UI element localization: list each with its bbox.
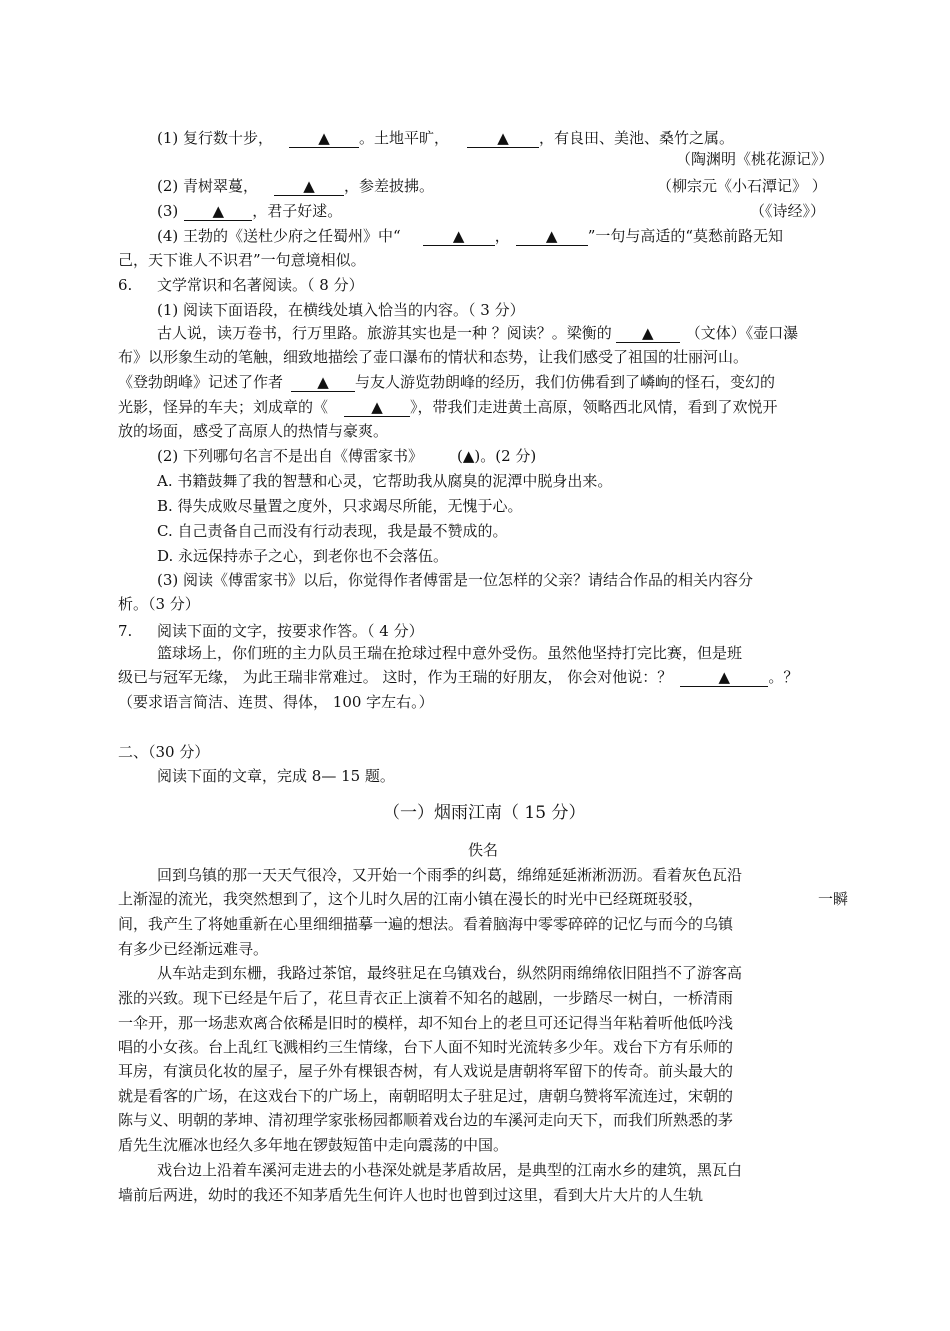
q7-number: 7. — [118, 622, 133, 640]
q6-option-a: A. 书籍鼓舞了我的智慧和心灵，它帮助我从腐臭的泥潭中脱身出来。 — [157, 472, 613, 490]
q6-option-b: B. 得失成败尽量置之度外，只求竭尽所能，无愧于心。 — [157, 497, 523, 515]
q5-source-2: （柳宗元《小石潭记》 ） — [657, 177, 827, 195]
article-line: 从车站走到东栅，我路过茶馆，最终驻足在乌镇戏台，纵然阴雨绵绵依旧阻挡不了游客高 — [157, 964, 743, 982]
answer-blank: ▲ — [289, 130, 359, 148]
q6-text-line-5: 放的场面，感受了高原人的热情与豪爽。 — [118, 422, 389, 440]
q6-text-line-3: 《登勃朗峰》记述了作者 ▲ 与友人游览勃朗峰的经历，我们仿佛看到了嶙峋的怪石，变幻的 — [118, 373, 776, 391]
q5-line-2: (2) 青树翠蔓， ▲ ，参差披拂。 — [157, 177, 435, 195]
article-line: 上渐湿的流光，我突然想到了，这个儿时久居的江南小镇在漫长的时光中已经斑斑驳驳， — [118, 890, 704, 908]
q6-part-3: (3) 阅读《傅雷家书》以后，你觉得作者傅雷是一位怎样的父亲？请结合作品的相关内容分 — [157, 571, 754, 589]
article-line: 涨的兴致。现下已经是午后了，花旦青衣正上演着不知名的越剧，一步踏尽一树白，一桥清雨 — [118, 989, 734, 1007]
section-2-instruction: 阅读下面的文章，完成 8— 15 题。 — [157, 767, 395, 785]
article-line: 墙前后两进，幼时的我还不知茅盾先生何许人也时也曾到过这里，看到大片大片的人生轨 — [118, 1186, 704, 1204]
answer-blank: ▲ — [616, 325, 680, 343]
article-line: 有多少已经渐远难寻。 — [118, 940, 269, 958]
article-line: 唱的小女孩。台上乱红飞溅相约三生情缘，台下人面不知时光流转多少年。戏台下方有乐师的 — [118, 1038, 734, 1056]
q5-line-3: (3) ▲ ，君子好逑。 — [157, 202, 343, 220]
answer-blank: ▲ — [680, 669, 768, 687]
q5-line-4-cont: 己，天下谁人不识君”一句意境相似。 — [118, 251, 366, 269]
answer-blank: ▲ — [467, 130, 539, 148]
q6-heading: 文学常识和名著阅读。（ 8 分） — [157, 276, 364, 294]
q6-text-line-1: 古人说，读万卷书，行万里路。旅游其实也是一种 ？阅读？。梁衡的 ▲ （文体）《壶口瀑 — [157, 324, 799, 342]
article-line: 戏台边上沿着车溪河走进去的小巷深处就是茅盾故居，是典型的江南水乡的建筑，黑瓦白 — [157, 1161, 743, 1179]
q7-text-line-1: 篮球场上，你们班的主力队员王瑞在抢球过程中意外受伤。虽然他坚持打完比赛，但是班 — [157, 644, 743, 662]
q5-line-1: (1) 复行数十步， ▲ 。土地平旷， ▲ ，有良田、美池、桑竹之属。 — [157, 129, 735, 147]
q6-part-3-cont: 析。（3 分） — [118, 595, 200, 613]
answer-blank: ▲ — [184, 203, 252, 221]
q6-option-d: D. 永远保持赤子之心，到老你也不会落伍。 — [157, 547, 449, 565]
answer-blank: ▲ — [274, 178, 344, 196]
answer-blank: ▲ — [516, 228, 588, 246]
section-2-heading: 二、（30 分） — [118, 743, 210, 761]
q7-text-line-3: （要求语言简洁、连贯、得体， 100 字左右。） — [118, 693, 434, 711]
answer-blank: ▲ — [291, 374, 355, 392]
q6-part-2: (2) 下列哪句名言不是出自《傅雷家书》 (▲)。(2 分) — [157, 447, 537, 465]
q6-part-1: (1) 阅读下面语段，在横线处填入恰当的内容。（ 3 分） — [157, 301, 525, 319]
answer-blank: ▲ — [423, 228, 495, 246]
article-line: 回到乌镇的那一天天气很冷，又开始一个雨季的纠葛，绵绵延延淅淅沥沥。看着灰色瓦沿 — [157, 866, 743, 884]
q6-number: 6. — [118, 276, 133, 294]
article-line: 耳房，有演员化妆的屋子，屋子外有棵银杏树，有人戏说是唐朝将军留下的传奇。前头最大的 — [118, 1062, 734, 1080]
article-author: 佚名 — [468, 841, 499, 859]
article-title: （一）烟雨江南（ 15 分） — [383, 803, 586, 823]
article-line: 就是看客的广场，在这戏台下的广场上，南朝昭明太子驻足过，唐朝乌赞将军流连过，宋朝的 — [118, 1087, 734, 1105]
q6-option-c: C. 自己责备自己而没有行动表现，我是最不赞成的。 — [157, 522, 508, 540]
q7-text-line-2: 级已与冠军无缘， 为此王瑞非常难过。 这时，作为王瑞的好朋友， 你会对他说：？ ▲ 。？ — [118, 668, 799, 686]
answer-blank: ▲ — [344, 399, 410, 417]
q6-text-line-4: 光影，怪异的车夫；刘成章的《 ▲ 》，带我们走进黄土高原，领略西北风情，看到了欢悦开 — [118, 398, 778, 416]
q7-heading: 阅读下面的文字，按要求作答。（ 4 分） — [157, 622, 424, 640]
q5-line-4: (4) 王勃的《送杜少府之任蜀州》中“ ▲ ， ▲ ”一句与高适的“莫愁前路无知 — [157, 227, 784, 245]
article-aside: 一瞬 — [818, 890, 849, 908]
article-line: 一伞开，那一场悲欢离合依稀是旧时的模样，却不知台上的老旦可还记得当年粘着听他低吟浅 — [118, 1014, 734, 1032]
article-line: 盾先生沈雁冰也经久多年地在锣鼓短笛中走向震荡的中国。 — [118, 1136, 509, 1154]
q5-source-3: （《诗经》） — [750, 202, 826, 220]
q6-text-line-2: 布》以形象生动的笔触，细致地描绘了壶口瀑布的情状和态势，让我们感受了祖国的壮丽河山。 — [118, 348, 749, 366]
q5-source-1: （陶渊明《桃花源记》） — [676, 150, 834, 168]
article-line: 陈与义、明朝的茅坤、清初理学家张杨园都顺着戏台边的车溪河走向天下，而我们所熟悉的茅 — [118, 1111, 734, 1129]
article-line: 间，我产生了将她重新在心里细细描摹一遍的想法。看着脑海中零零碎碎的记忆与而今的乌镇 — [118, 915, 734, 933]
